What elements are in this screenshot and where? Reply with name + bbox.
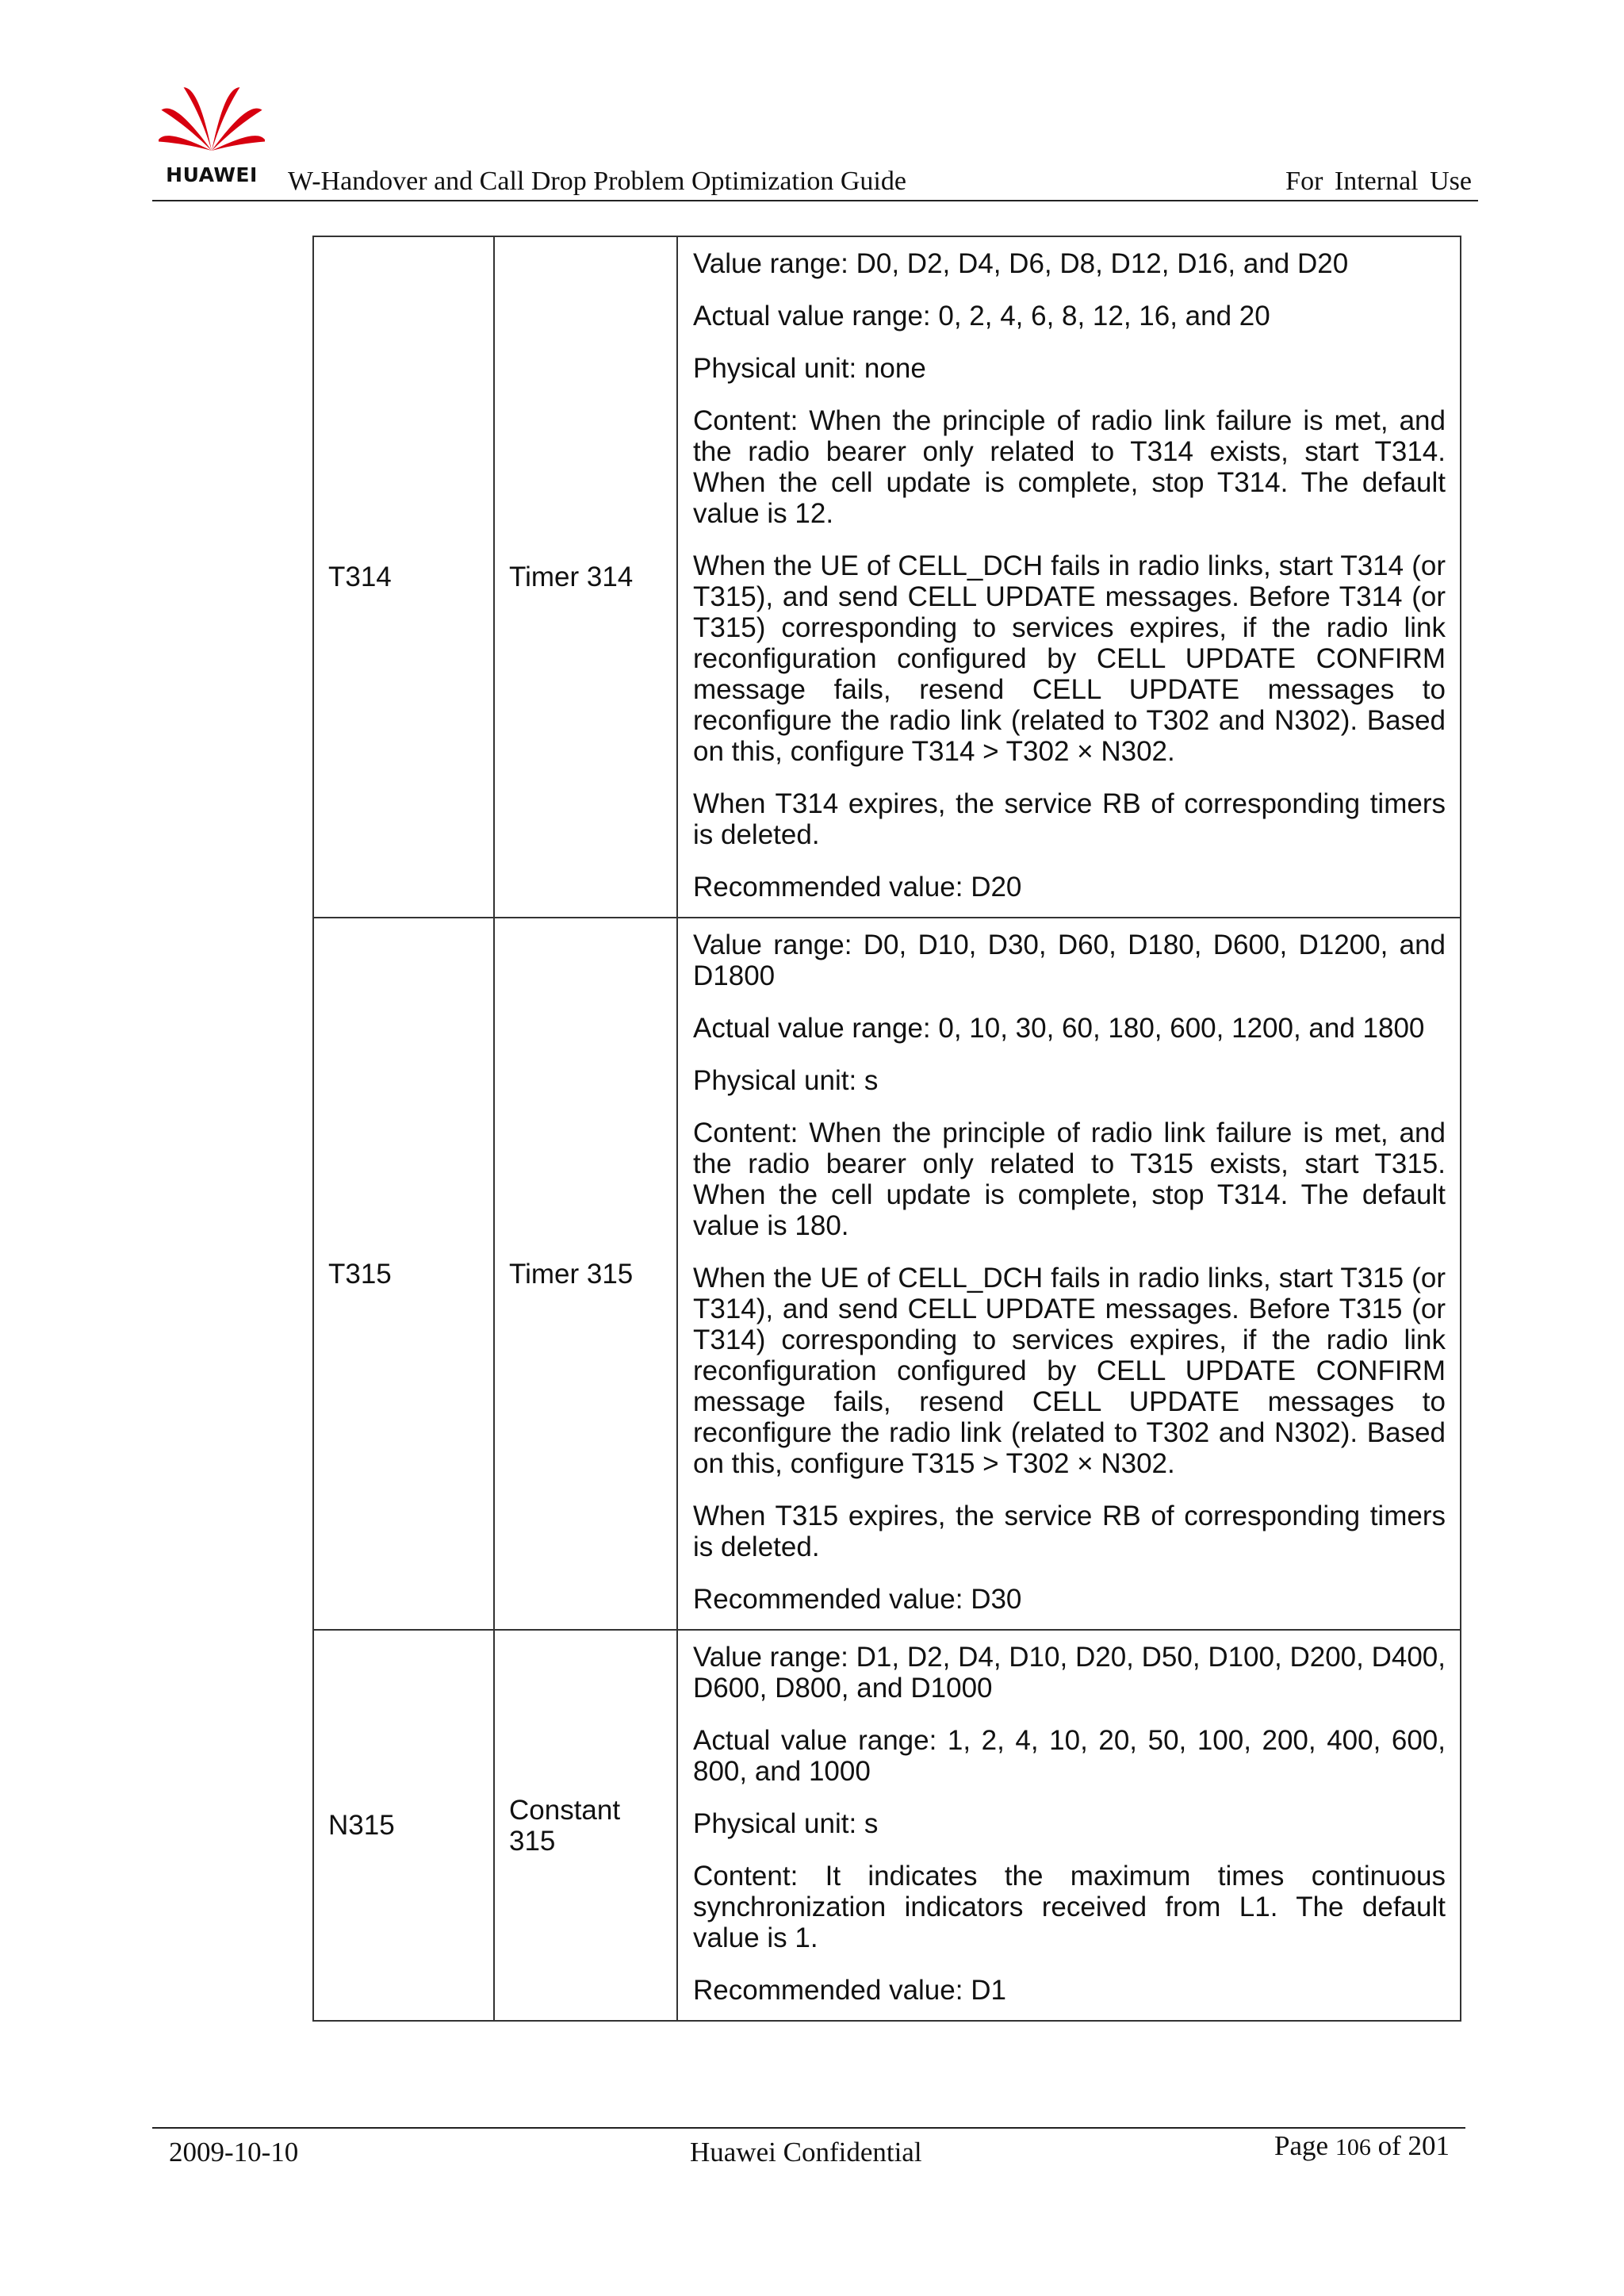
content-text: Content: It indicates the maximum times continuous synchronization indicators received from L1. The default value is 1. — [693, 1861, 1446, 1953]
description-paragraph: When T315 expires, the service RB of corresponding timers is deleted. — [693, 1501, 1446, 1562]
table-row — [313, 1630, 1461, 2021]
footer-date: 2009-10-10 — [169, 2137, 299, 2168]
description-paragraph: When the UE of CELL_DCH fails in radio links, start T314 (or T315), and send CELL UPDATE messages. Before T314 (or T315) corresponding to services expires, if the radio link reconfiguration configured by CELL UPDATE CONFIRM message fails, resend CELL UPDATE messages to reconfigure the radio link (related to T302 and N302). Based on this, configure T314 > T302 × N302. — [693, 550, 1446, 767]
parameter-full-name-cell: Timer 315 — [494, 918, 677, 1630]
physical-unit-text: Physical unit: s — [693, 1065, 879, 1096]
content-text: Content: When the principle of radio link failure is met, and the radio bearer only related to T314 exists, start T314. When the cell update is complete, stop T314. The default value is 12. — [693, 405, 1446, 529]
value-range-text: Value range: D0, D2, D4, D6, D8, D12, D16, and D20 — [693, 248, 1349, 279]
table-row — [313, 236, 1461, 918]
parameter-name-cell: T315 — [313, 918, 494, 1630]
recommended-value-text: Recommended value: D20 — [693, 872, 1022, 903]
actual-value-range-text: Actual value range: 1, 2, 4, 10, 20, 50, 100, 200, 400, 600, 800, and 1000 — [693, 1725, 1446, 1787]
recommended-value-text: Recommended value: D30 — [693, 1584, 1022, 1615]
footer-confidential-label: Huawei Confidential — [690, 2137, 922, 2168]
huawei-logo — [159, 82, 265, 194]
logo-wordmark: HUAWEI — [166, 163, 258, 186]
page-indicator — [1274, 2130, 1450, 2162]
physical-unit-text: Physical unit: s — [693, 1808, 879, 1839]
parameter-name-cell: N315 — [313, 1630, 494, 2021]
description-paragraph: When T314 expires, the service RB of corresponding timers is deleted. — [693, 788, 1446, 850]
document-title: W-Handover and Call Drop Problem Optimization Guide — [288, 167, 906, 196]
recommended-value-text: Recommended value: D1 — [693, 1975, 1006, 2006]
actual-value-range-text: Actual value range: 0, 2, 4, 6, 8, 12, 16, and 20 — [693, 301, 1270, 332]
physical-unit-text: Physical unit: none — [693, 353, 926, 384]
parameter-full-name-cell: Timer 314 — [494, 236, 677, 918]
value-range-text: Value range: D0, D10, D30, D60, D180, D600, D1200, and D1800 — [693, 930, 1446, 991]
huawei-petal-logo-icon — [159, 82, 265, 159]
parameter-table — [312, 236, 1461, 2022]
footer-divider — [152, 2127, 1465, 2129]
parameter-description-cell — [677, 1630, 1461, 2021]
value-range-text: Value range: D1, D2, D4, D10, D20, D50, D100, D200, D400, D600, D800, and D1000 — [693, 1642, 1446, 1704]
parameter-full-name-cell: Constant 315 — [494, 1630, 677, 2021]
page-of: of — [1377, 2130, 1401, 2161]
page-prefix: Page — [1274, 2130, 1329, 2161]
parameter-description-cell — [677, 918, 1461, 1630]
actual-value-range-text: Actual value range: 0, 10, 30, 60, 180, 600, 1200, and 1800 — [693, 1013, 1425, 1044]
content-text: Content: When the principle of radio link failure is met, and the radio bearer only related to T315 exists, start T315. When the cell update is complete, stop T314. The default value is 180. — [693, 1117, 1446, 1241]
page-number: 106 — [1335, 2134, 1371, 2160]
table-row — [313, 918, 1461, 1630]
parameter-name-cell: T314 — [313, 236, 494, 918]
page-total: 201 — [1408, 2130, 1450, 2161]
description-paragraph: When the UE of CELL_DCH fails in radio links, start T315 (or T314), and send CELL UPDATE messages. Before T315 (or T314) corresponding to services expires, if the radio link reconfiguration configured by CELL UPDATE CONFIRM message fails, resend CELL UPDATE messages to reconfigure the radio link (related to T302 and N302). Based on this, configure T315 > T302 × N302. — [693, 1263, 1446, 1479]
classification-label: For Internal Use — [1285, 167, 1472, 196]
header-divider — [152, 200, 1478, 201]
parameter-description-cell — [677, 236, 1461, 918]
